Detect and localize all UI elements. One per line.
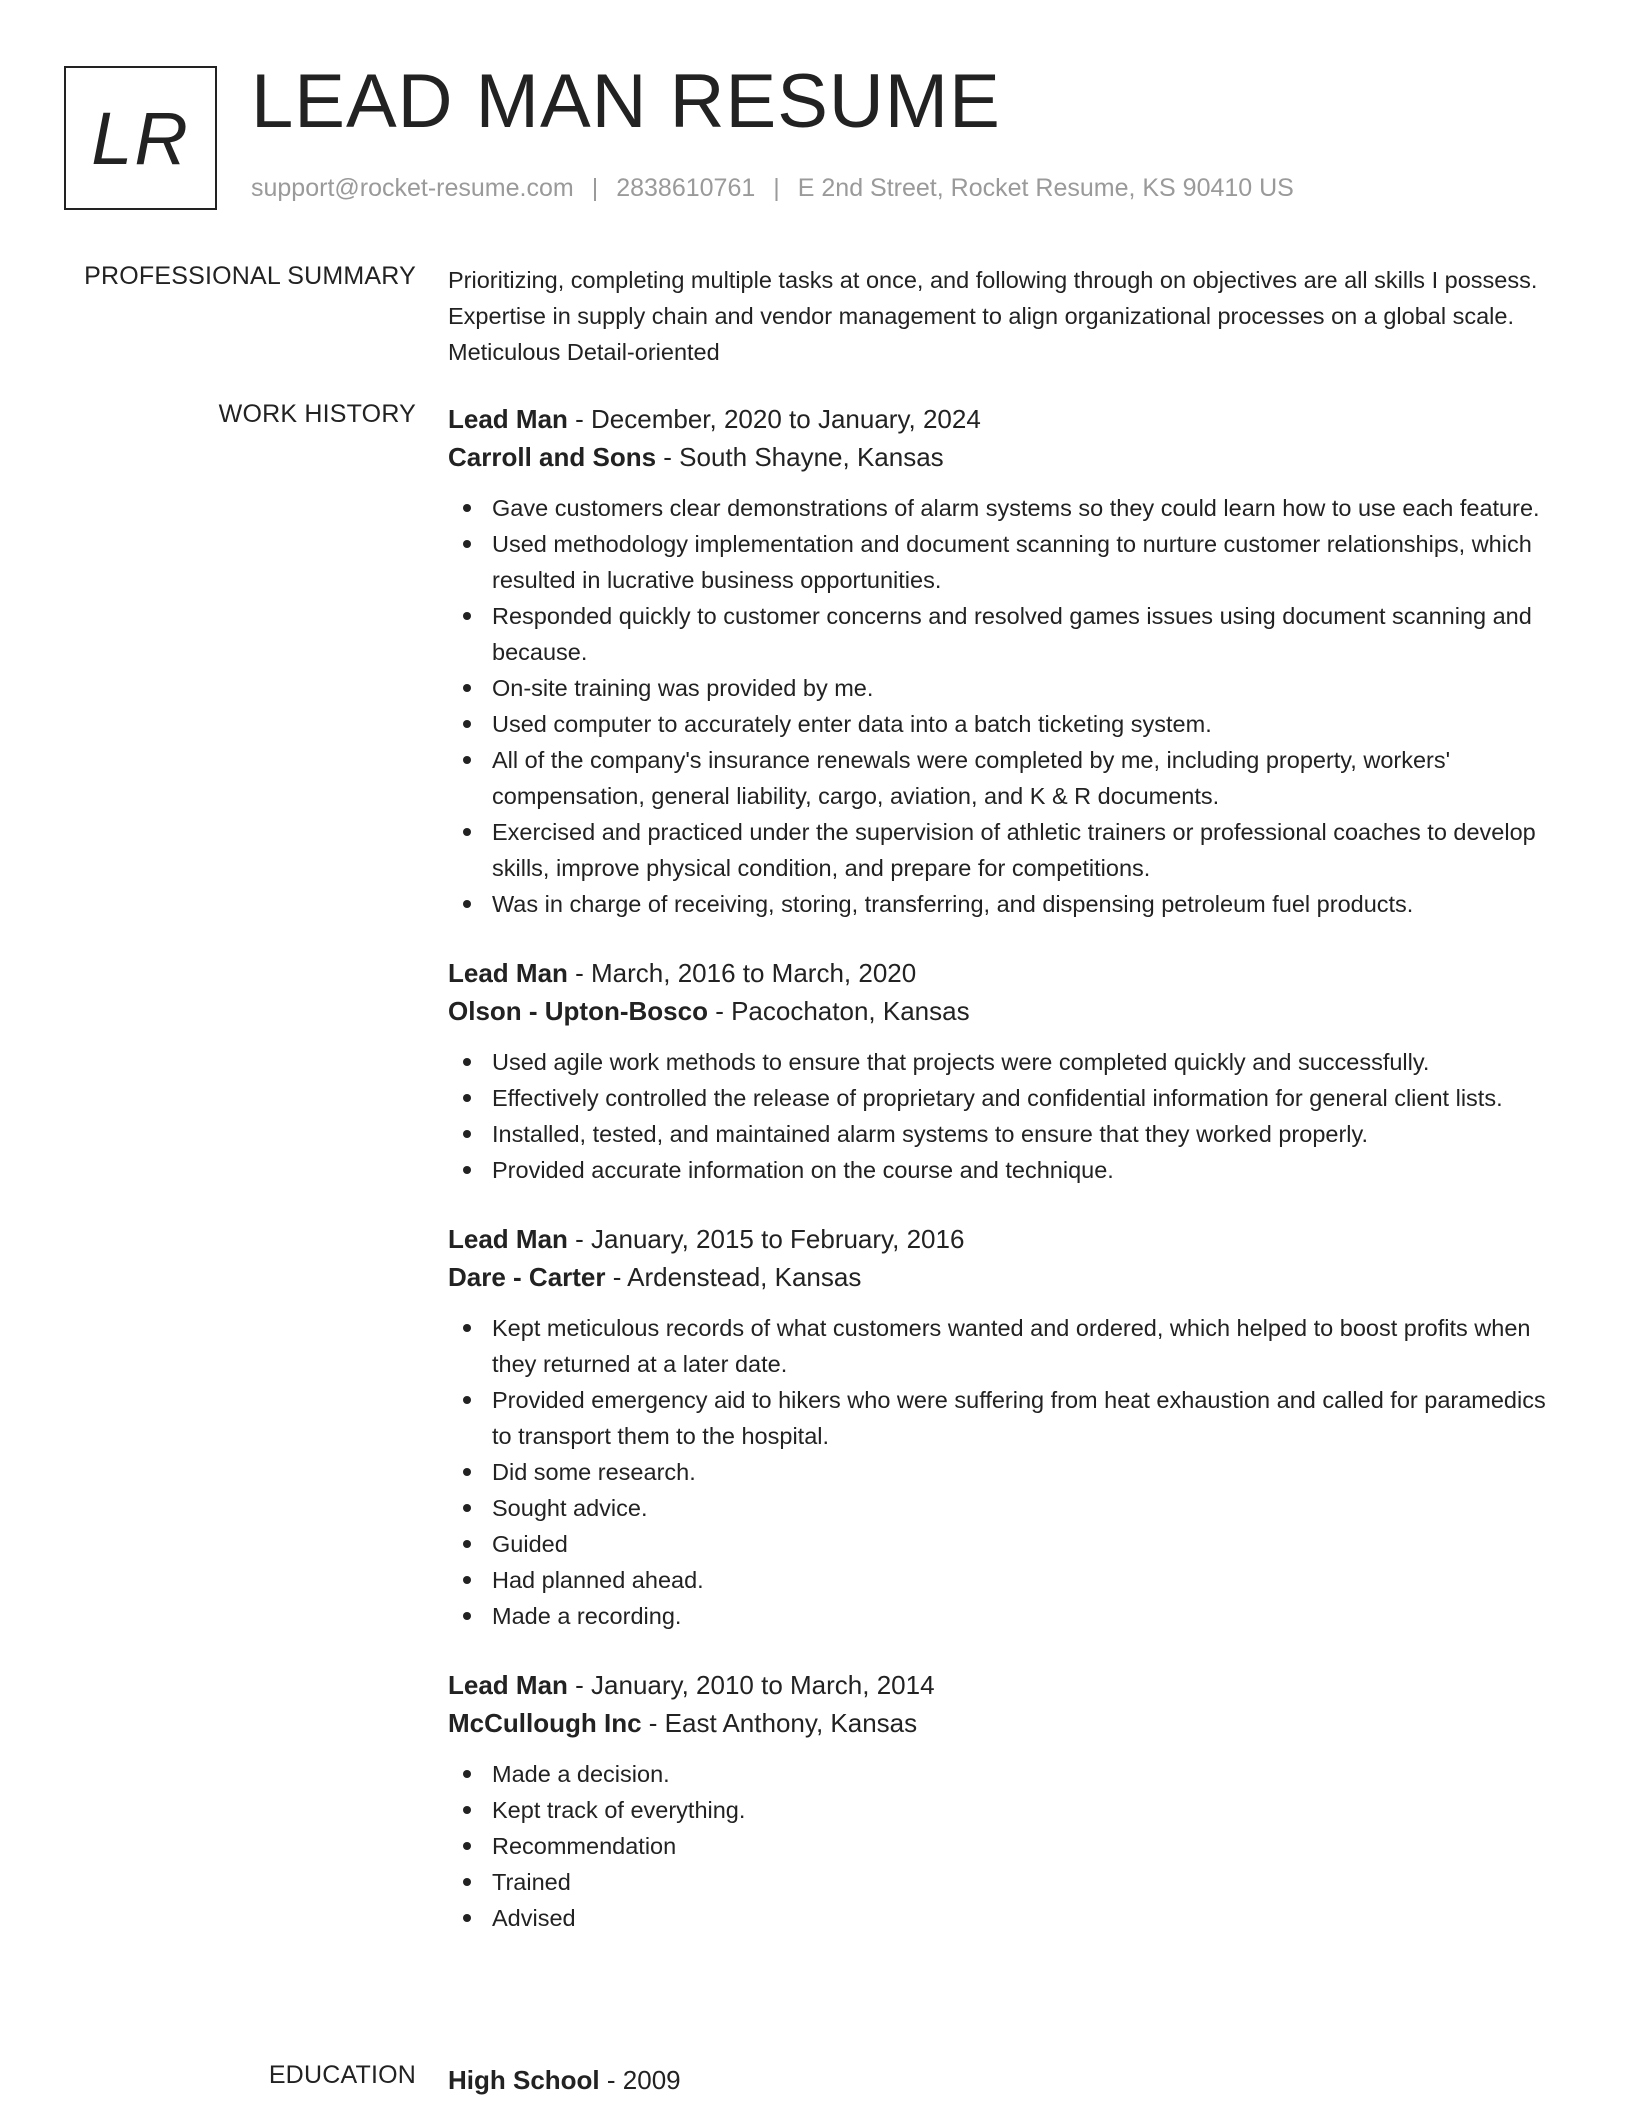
job-entry	[448, 400, 1560, 922]
education-degree: High School	[448, 2065, 600, 2095]
job-location: - Ardenstead, Kansas	[605, 1262, 862, 1292]
job-entry	[448, 1220, 1560, 1634]
job-title-line	[448, 954, 1560, 992]
resume-header	[64, 59, 1568, 210]
summary-heading: PROFESSIONAL SUMMARY	[84, 262, 416, 290]
job-bullet: Kept meticulous records of what customers wanted and ordered, which helped to boost profits when they returned at a later date.	[448, 1310, 1560, 1382]
job-bullet: Effectively controlled the release of proprietary and confidential information for general client lists.	[448, 1080, 1560, 1116]
contact-phone: 2838610761	[616, 174, 756, 202]
job-location: - South Shayne, Kansas	[656, 442, 944, 472]
job-dates: - January, 2015 to February, 2016	[567, 1224, 965, 1254]
job-bullet: Guided	[448, 1526, 1560, 1562]
job-bullet-list	[448, 490, 1560, 922]
job-title-line	[448, 1666, 1560, 1704]
job-bullet: All of the company's insurance renewals were completed by me, including property, workers' compensation, general liability, cargo, aviation, and K & R documents.	[448, 742, 1560, 814]
job-title: Lead Man	[448, 958, 568, 988]
job-company: Olson - Upton-Bosco	[448, 996, 708, 1026]
job-bullet: Used methodology implementation and document scanning to nurture customer relationships, which resulted in lucrative business opportunities.	[448, 526, 1560, 598]
job-bullet: Had planned ahead.	[448, 1562, 1560, 1598]
job-bullet: Used agile work methods to ensure that projects were completed quickly and successfully.	[448, 1044, 1560, 1080]
job-bullet: Gave customers clear demonstrations of alarm systems so they could learn how to use each feature.	[448, 490, 1560, 526]
contact-separator: |	[773, 174, 780, 202]
job-location: - Pacochaton, Kansas	[707, 996, 970, 1026]
job-entry	[448, 954, 1560, 1188]
job-bullet: Recommendation	[448, 1828, 1560, 1864]
job-dates: - December, 2020 to January, 2024	[567, 404, 981, 434]
job-dates: - January, 2010 to March, 2014	[567, 1670, 935, 1700]
job-dates: - March, 2016 to March, 2020	[567, 958, 917, 988]
education-year: - 2009	[599, 2065, 681, 2095]
job-company: Carroll and Sons	[448, 442, 657, 472]
job-bullet: Made a decision.	[448, 1756, 1560, 1792]
contact-email: support@rocket-resume.com	[251, 174, 574, 202]
resume-title: LEAD MAN RESUME	[251, 59, 1001, 144]
contact-line	[251, 174, 1294, 203]
job-bullet: Did some research.	[448, 1454, 1560, 1490]
job-bullet: Advised	[448, 1900, 1560, 1936]
job-bullet: Was in charge of receiving, storing, transferring, and dispensing petroleum fuel products.	[448, 886, 1560, 922]
job-bullet: Provided emergency aid to hikers who were suffering from heat exhaustion and called for paramedics to transport them to the hospital.	[448, 1382, 1560, 1454]
job-bullet: Exercised and practiced under the supervision of athletic trainers or professional coaches to develop skills, improve physical condition, and prepare for competitions.	[448, 814, 1560, 886]
job-bullet-list	[448, 1756, 1560, 1936]
contact-separator: |	[591, 174, 599, 202]
job-bullet: Kept track of everything.	[448, 1792, 1560, 1828]
work-history-heading: WORK HISTORY	[218, 400, 416, 428]
job-title: Lead Man	[448, 404, 568, 434]
job-bullet-list	[448, 1044, 1560, 1188]
job-company: McCullough Inc	[448, 1708, 642, 1738]
job-bullet: On-site training was provided by me.	[448, 670, 1560, 706]
education-heading: EDUCATION	[268, 2061, 416, 2089]
job-company-line	[448, 438, 1560, 476]
job-entry	[448, 1666, 1560, 1936]
monogram-box	[64, 66, 217, 210]
job-company: Dare - Carter	[448, 1262, 606, 1292]
job-bullet: Provided accurate information on the course and technique.	[448, 1152, 1560, 1188]
job-title-line	[448, 400, 1560, 438]
job-location: - East Anthony, Kansas	[641, 1708, 918, 1738]
summary-text: Prioritizing, completing multiple tasks at once, and following through on objectives are all skills I possess. Expertise in supply chain and vendor management to align organizational processes on a global scale. Meticulous Detail-oriented	[448, 267, 1538, 365]
job-bullet: Installed, tested, and maintained alarm systems to ensure that they worked properly.	[448, 1116, 1560, 1152]
job-company-line	[448, 992, 1560, 1030]
job-bullet: Trained	[448, 1864, 1560, 1900]
job-title: Lead Man	[448, 1670, 568, 1700]
job-bullet: Sought advice.	[448, 1490, 1560, 1526]
job-bullet: Used computer to accurately enter data into a batch ticketing system.	[448, 706, 1560, 742]
education-entry	[448, 2061, 1560, 2099]
job-bullet: Responded quickly to customer concerns and resolved games issues using document scanning and because.	[448, 598, 1560, 670]
contact-address: E 2nd Street, Rocket Resume, KS 90410 US	[797, 174, 1294, 202]
job-bullet-list	[448, 1310, 1560, 1634]
job-bullet: Made a recording.	[448, 1598, 1560, 1634]
job-company-line	[448, 1704, 1560, 1742]
job-company-line	[448, 1258, 1560, 1296]
job-title-line	[448, 1220, 1560, 1258]
job-list	[448, 400, 1560, 1968]
monogram-initials: LR	[91, 96, 190, 180]
job-title: Lead Man	[448, 1224, 568, 1254]
